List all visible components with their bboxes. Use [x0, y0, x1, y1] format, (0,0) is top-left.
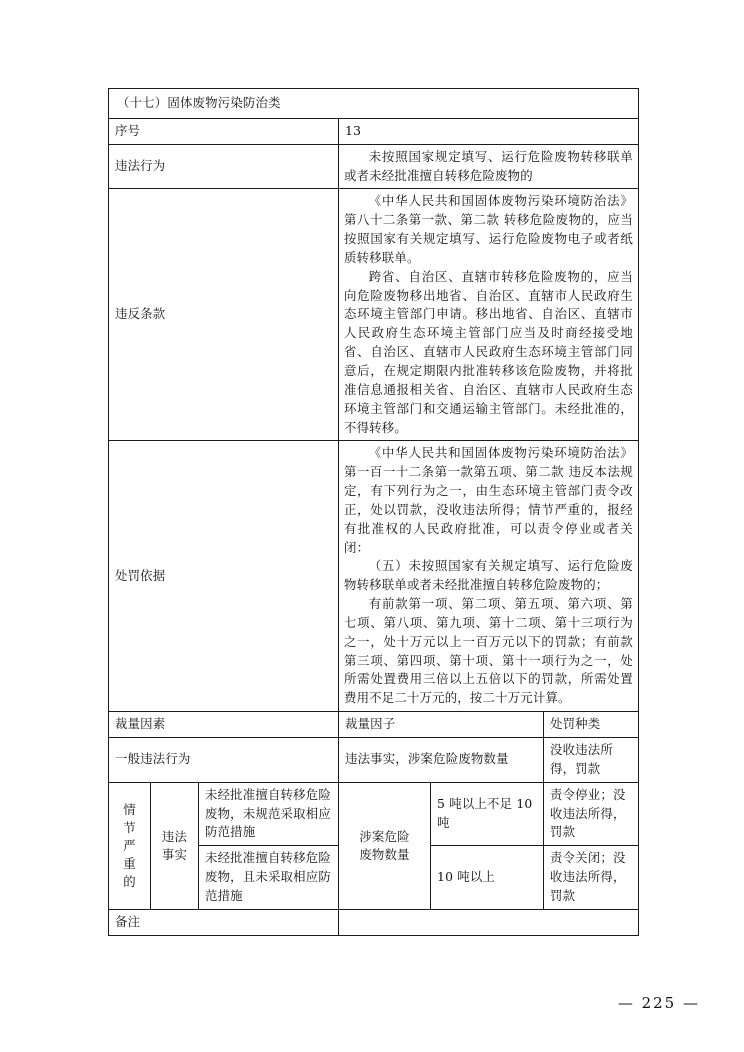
violated-clause-label: 违反条款: [109, 189, 339, 441]
illegal-act-value: [339, 144, 639, 189]
table-row-illegal-act: [109, 144, 639, 189]
serious-factor-char-4: 重: [123, 855, 136, 871]
violated-clause-value: [339, 189, 639, 441]
serious-factor-char-3: 严: [123, 837, 136, 853]
discretion-penalty-type-header: 处罚种类: [544, 712, 639, 738]
penalty-basis-label: 处罚依据: [109, 441, 339, 712]
serious-fact-2: 未经批准擅自转移危险废物，且未采取相应防范措施: [199, 846, 339, 910]
penalty-basis-paragraph-2: （五）未按照国家有关规定填写、运行危险废物转移联单或者未经批准擅自转移危险废物的；: [344, 558, 633, 593]
illegal-act-label: 违法行为: [109, 144, 339, 189]
penalty-basis-paragraph-3: 有前款第一项、第二项、第五项、第六项、第七项、第八项、第九项、第十二项、第十三项行为之一，处十万元以上一百万元以下的罚款；有前款第三项、第四项、第十项、第十一项行为之一，处所需处置费用三倍以上五倍以下的罚款，所需处置费用不足二十万元的，按二十万元计算。: [344, 596, 633, 706]
regulation-table: [108, 88, 639, 936]
discretion-factor-header: 裁量因素: [109, 712, 339, 738]
serious-subfactor-line-1: 违法: [161, 828, 188, 844]
serious-element-vertical: [339, 782, 431, 909]
serious-factor-char-5: 的: [123, 873, 136, 889]
remark-label: 备注: [109, 909, 339, 935]
violated-clause-paragraph-1: 《中华人民共和国固体废物污染环境防治法》第八十二条第一款、第二款 转移危险废物的，应当按照国家有关规定填写、运行危险废物电子或者纸质转移联单。: [344, 193, 633, 265]
serious-factor-char-2: 节: [123, 819, 136, 835]
serious-penalty-type-1: 责令停业；没收违法所得，罚款: [544, 782, 639, 846]
discretion-element-header: 裁量因子: [339, 712, 544, 738]
serious-subfactor-line-2: 事实: [161, 846, 188, 862]
table-row-section-title: [109, 89, 639, 119]
table-row-general-violation: [109, 738, 639, 783]
table-row-violated-clause: [109, 189, 639, 441]
remark-value: [339, 909, 639, 935]
violated-clause-paragraph-2: 跨省、自治区、直辖市转移危险废物的，应当向危险废物移出地省、自治区、直辖市人民政府生态环境主管部门申请。移出地省、自治区、直辖市人民政府生态环境主管部门应当及时商经接受地省、自治区、直辖市人民政府生态环境主管部门同意后，在规定期限内批准转移该危险废物，并将批准信息通报相关省、自治区、直辖市人民政府生态环境主管部门和交通运输主管部门。未经批准的，不得转移。: [344, 268, 633, 435]
serious-factor-char-1: 情: [123, 801, 136, 817]
serious-penalty-type-2: 责令关闭；没收违法所得，罚款: [544, 846, 639, 910]
table-row-discretion-headers: [109, 712, 639, 738]
general-violation-penalty-type: 没收违法所得，罚款: [544, 738, 639, 783]
serious-quantity-1: 5 吨以上不足 10 吨: [431, 782, 544, 846]
serious-quantity-2: 10 吨以上: [431, 846, 544, 910]
serious-element-line-2: 废物数量: [359, 846, 410, 862]
table-row-remark: [109, 909, 639, 935]
serial-value: 13: [339, 118, 639, 144]
table-row-penalty-basis: [109, 441, 639, 712]
page-number: — 225 —: [617, 994, 700, 1012]
table-row-serious-1: [109, 782, 639, 846]
general-violation-element: 违法事实，涉案危险废物数量: [339, 738, 544, 783]
penalty-basis-value: [339, 441, 639, 712]
serious-fact-1: 未经批准擅自转移危险废物，未规范采取相应防范措施: [199, 782, 339, 846]
general-violation-factor: 一般违法行为: [109, 738, 339, 783]
section-title: （十七）固体废物污染防治类: [109, 89, 639, 119]
table-row-serial: [109, 118, 639, 144]
penalty-basis-paragraph-1: 《中华人民共和国固体废物污染环境防治法》第一百一十二条第一款第五项、第二款 违反本法规定，有下列行为之一，由生态环境主管部门责令改正，处以罚款，没收违法所得；情节严重的，报经有批准权的人民政府批准，可以责令停业或者关闭：: [344, 445, 633, 555]
serious-subfactor-vertical: [151, 782, 199, 909]
serious-element-line-1: 涉案危险: [359, 828, 410, 844]
serial-label: 序号: [109, 118, 339, 144]
serious-factor-vertical: [109, 782, 151, 909]
illegal-act-paragraph: 未按照国家规定填写、运行危险废物转移联单或者未经批准擅自转移危险废物的: [344, 148, 633, 183]
